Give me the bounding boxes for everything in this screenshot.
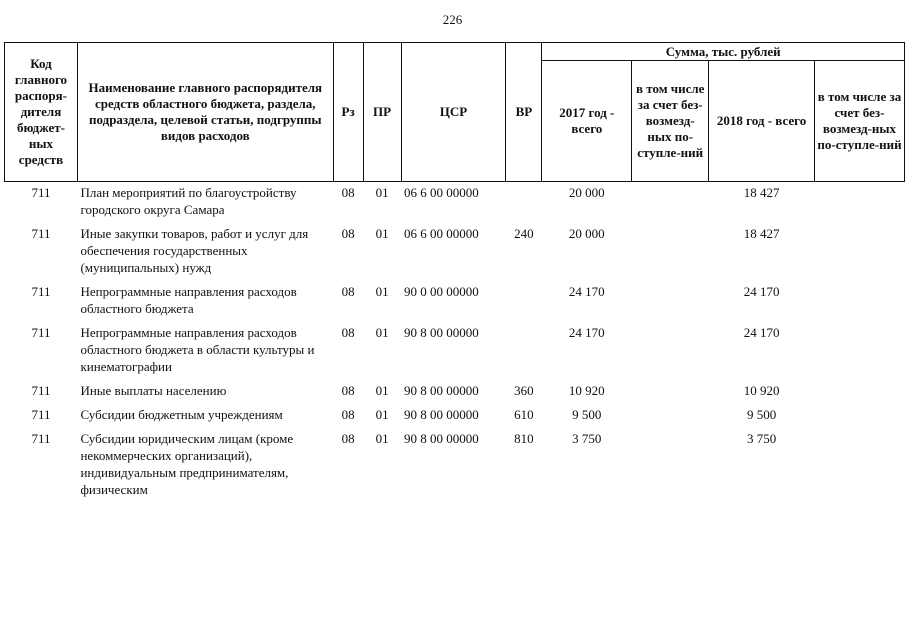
table-row xyxy=(5,225,905,283)
sum-2017-free-cell xyxy=(632,324,709,382)
table-row xyxy=(5,182,905,226)
sum-2017-cell: 24 170 xyxy=(568,284,605,299)
table-row xyxy=(5,324,905,382)
rz-cell: 08 xyxy=(341,325,355,340)
header-code: Код главного распоря-дителя бюджет-ных средств xyxy=(5,43,78,182)
sum-2018-free-cell xyxy=(815,225,905,283)
vr-cell xyxy=(506,182,542,226)
vr-cell xyxy=(506,324,542,382)
name-cell: Иные закупки товаров, работ и услуг для обеспечения государственных (муниципальных) нужд xyxy=(80,226,309,275)
sum-2017-cell: 20 000 xyxy=(568,185,605,200)
table-header xyxy=(5,43,905,182)
pr-cell: 01 xyxy=(375,284,389,299)
name-cell: Непрограммные направления расходов областного бюджета xyxy=(80,284,297,316)
code-cell: 711 xyxy=(31,185,51,200)
sum-2018-cell: 3 750 xyxy=(746,431,777,446)
code-cell: 711 xyxy=(31,325,51,340)
vr-cell: 610 xyxy=(514,407,534,422)
sum-2017-free-cell xyxy=(632,225,709,283)
csr-cell: 90 0 00 00000 xyxy=(404,284,479,299)
csr-cell: 90 8 00 00000 xyxy=(404,325,479,340)
sum-2017-free-cell xyxy=(632,283,709,324)
vr-cell: 810 xyxy=(514,431,534,446)
sum-2017-free-cell xyxy=(632,430,709,505)
header-csr: ЦСР xyxy=(401,43,506,182)
page-number: 226 xyxy=(442,12,463,27)
code-cell: 711 xyxy=(31,226,51,241)
header-2017-total: 2017 год - всего xyxy=(542,61,632,182)
pr-cell: 01 xyxy=(375,325,389,340)
header-2017-free: в том числе за счет без-возмезд-ных по-ступле-ний xyxy=(632,61,709,182)
sum-2018-cell: 9 500 xyxy=(746,407,777,422)
sum-2018-cell: 24 170 xyxy=(743,284,780,299)
sum-2017-cell: 9 500 xyxy=(572,407,602,422)
rz-cell: 08 xyxy=(341,284,355,299)
name-cell: План мероприятий по благоустройству городского округа Самара xyxy=(80,185,297,217)
sum-2018-free-cell xyxy=(815,430,905,505)
sum-2018-cell: 18 427 xyxy=(743,226,780,241)
pr-cell: 01 xyxy=(375,431,389,446)
sum-2018-free-cell xyxy=(815,283,905,324)
header-2018-free: в том числе за счет без-возмезд-ных по-ступле-ний xyxy=(815,61,905,182)
sum-2017-cell: 20 000 xyxy=(568,226,605,241)
code-cell: 711 xyxy=(31,284,51,299)
sum-2017-cell: 10 920 xyxy=(568,383,605,398)
rz-cell: 08 xyxy=(341,226,355,241)
sum-2018-cell: 24 170 xyxy=(743,325,780,340)
name-cell: Непрограммные направления расходов областного бюджета в области культуры и кинематографии xyxy=(80,325,315,374)
table-row xyxy=(5,430,905,505)
sum-2018-cell: 18 427 xyxy=(743,185,780,200)
name-cell: Субсидии юридическим лицам (кроме некоммерческих организаций), индивидуальным предпринимателям, физическим xyxy=(80,431,294,497)
sum-2018-free-cell xyxy=(815,324,905,382)
sum-2017-free-cell xyxy=(632,182,709,226)
table-row xyxy=(5,406,905,430)
header-name: Наименование главного распорядителя средств областного бюджета, раздела, подраздела, целевой статьи, подгруппы видов расходов xyxy=(77,43,333,182)
sum-2017-free-cell xyxy=(632,382,709,406)
rz-cell: 08 xyxy=(341,383,355,398)
code-cell: 711 xyxy=(31,431,51,446)
rz-cell: 08 xyxy=(341,407,355,422)
pr-cell: 01 xyxy=(375,185,389,200)
header-sum-group: Сумма, тыс. рублей xyxy=(542,43,905,61)
sum-2018-free-cell xyxy=(815,182,905,226)
table-row xyxy=(5,382,905,406)
budget-table xyxy=(4,42,905,505)
pr-cell: 01 xyxy=(375,226,389,241)
name-cell: Иные выплаты населению xyxy=(80,383,227,398)
vr-cell xyxy=(506,283,542,324)
code-cell: 711 xyxy=(31,407,51,422)
csr-cell: 90 8 00 00000 xyxy=(404,407,479,422)
rz-cell: 08 xyxy=(341,185,355,200)
vr-cell: 360 xyxy=(514,383,534,398)
sum-2018-free-cell xyxy=(815,382,905,406)
csr-cell: 90 8 00 00000 xyxy=(404,431,479,446)
header-vr: ВР xyxy=(506,43,542,182)
header-rz: Рз xyxy=(333,43,363,182)
csr-cell: 06 6 00 00000 xyxy=(404,185,479,200)
sum-2017-free-cell xyxy=(632,406,709,430)
code-cell: 711 xyxy=(31,383,51,398)
table-row xyxy=(5,283,905,324)
sum-2018-free-cell xyxy=(815,406,905,430)
sum-2018-cell: 10 920 xyxy=(743,383,780,398)
header-pr: ПР xyxy=(363,43,401,182)
pr-cell: 01 xyxy=(375,407,389,422)
pr-cell: 01 xyxy=(375,383,389,398)
name-cell: Субсидии бюджетным учреждениям xyxy=(80,407,283,422)
csr-cell: 06 6 00 00000 xyxy=(404,226,479,241)
sum-2017-cell: 24 170 xyxy=(568,325,605,340)
header-2018-total: 2018 год - всего xyxy=(709,61,815,182)
csr-cell: 90 8 00 00000 xyxy=(404,383,479,398)
vr-cell: 240 xyxy=(514,226,534,241)
sum-2017-cell: 3 750 xyxy=(572,431,602,446)
table-body xyxy=(5,182,905,506)
rz-cell: 08 xyxy=(341,431,355,446)
